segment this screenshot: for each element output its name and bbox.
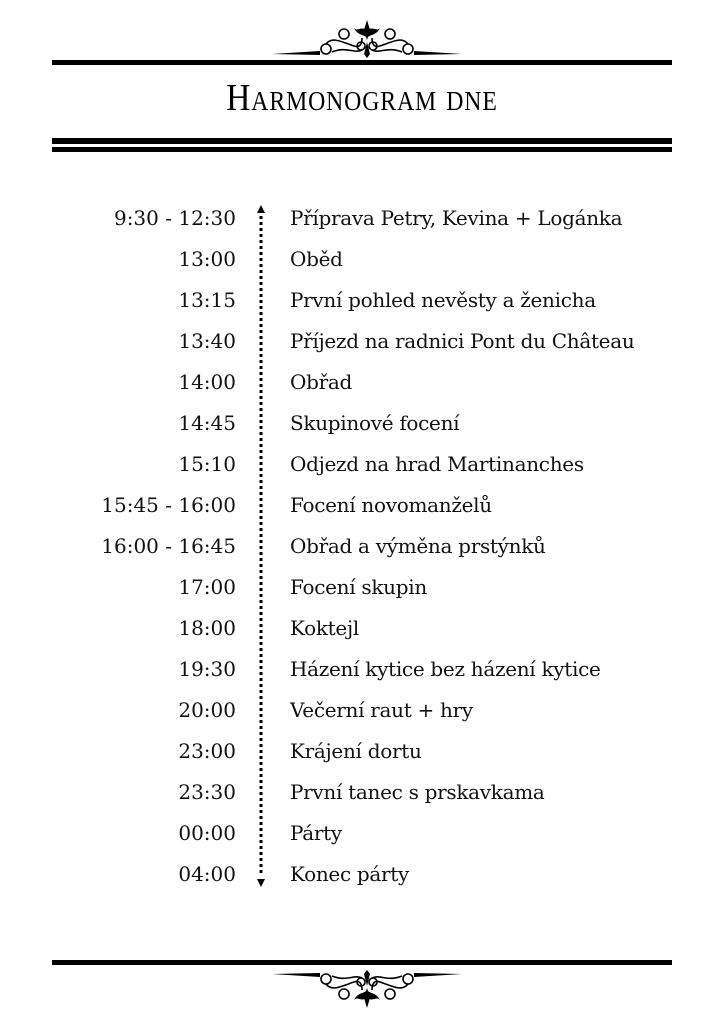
schedule-row bbox=[0, 370, 724, 400]
schedule-event: Házení kytice bez házení kytice bbox=[290, 657, 601, 681]
schedule-event: První tanec s prskavkama bbox=[290, 780, 545, 804]
schedule-row bbox=[0, 411, 724, 441]
schedule-time: 15:45 - 16:00 bbox=[101, 493, 236, 517]
schedule-time: 16:00 - 16:45 bbox=[101, 534, 236, 558]
schedule-time: 13:00 bbox=[178, 247, 236, 271]
schedule-row bbox=[0, 739, 724, 769]
bottom-rule bbox=[52, 960, 672, 965]
schedule-event: První pohled nevěsty a ženicha bbox=[290, 288, 596, 312]
schedule-event: Večerní raut + hry bbox=[290, 698, 473, 722]
schedule-time: 13:15 bbox=[178, 288, 236, 312]
schedule-event: Konec párty bbox=[290, 862, 410, 886]
schedule-time: 17:00 bbox=[178, 575, 236, 599]
schedule-time: 14:45 bbox=[178, 411, 236, 435]
schedule-row bbox=[0, 206, 724, 236]
schedule-row bbox=[0, 575, 724, 605]
schedule-event: Obřad a výměna prstýnků bbox=[290, 534, 546, 558]
schedule-event: Krájení dortu bbox=[290, 739, 422, 763]
schedule-event: Odjezd na hrad Martinanches bbox=[290, 452, 584, 476]
schedule-time: 04:00 bbox=[178, 862, 236, 886]
schedule-time: 23:30 bbox=[178, 780, 236, 804]
schedule-row bbox=[0, 821, 724, 851]
schedule-event: Párty bbox=[290, 821, 342, 845]
schedule-row bbox=[0, 780, 724, 810]
schedule-time: 20:00 bbox=[178, 698, 236, 722]
schedule-time: 9:30 - 12:30 bbox=[113, 206, 236, 230]
schedule-event: Focení skupin bbox=[290, 575, 427, 599]
schedule-row bbox=[0, 329, 724, 359]
schedule-row bbox=[0, 452, 724, 482]
schedule-row bbox=[0, 534, 724, 564]
top-rule bbox=[52, 60, 672, 65]
schedule-row bbox=[0, 493, 724, 523]
schedule-event: Příjezd na radnici Pont du Château bbox=[290, 329, 635, 353]
schedule-time: 18:00 bbox=[178, 616, 236, 640]
page-title: Harmonogram dne bbox=[226, 77, 498, 119]
bottom-flourish-ornament bbox=[262, 968, 472, 1012]
schedule-time: 00:00 bbox=[178, 821, 236, 845]
schedule-row bbox=[0, 288, 724, 318]
schedule-time: 15:10 bbox=[178, 452, 236, 476]
schedule-row bbox=[0, 616, 724, 646]
schedule-row bbox=[0, 657, 724, 687]
schedule-time: 14:00 bbox=[178, 370, 236, 394]
schedule-event: Oběd bbox=[290, 247, 343, 271]
top-flourish-ornament bbox=[262, 16, 472, 60]
schedule-row bbox=[0, 862, 724, 892]
schedule-row bbox=[0, 698, 724, 728]
schedule-event: Koktejl bbox=[290, 616, 359, 640]
schedule-time: 13:40 bbox=[178, 329, 236, 353]
schedule-event: Skupinové focení bbox=[290, 411, 460, 435]
schedule-time: 23:00 bbox=[178, 739, 236, 763]
title-double-rule-lower bbox=[52, 147, 672, 152]
schedule-row bbox=[0, 247, 724, 277]
schedule-event: Příprava Petry, Kevina + Logánka bbox=[290, 206, 623, 230]
schedule-event: Obřad bbox=[290, 370, 352, 394]
schedule-time: 19:30 bbox=[178, 657, 236, 681]
title-double-rule-upper bbox=[52, 138, 672, 144]
schedule-event: Focení novomanželů bbox=[290, 493, 492, 517]
